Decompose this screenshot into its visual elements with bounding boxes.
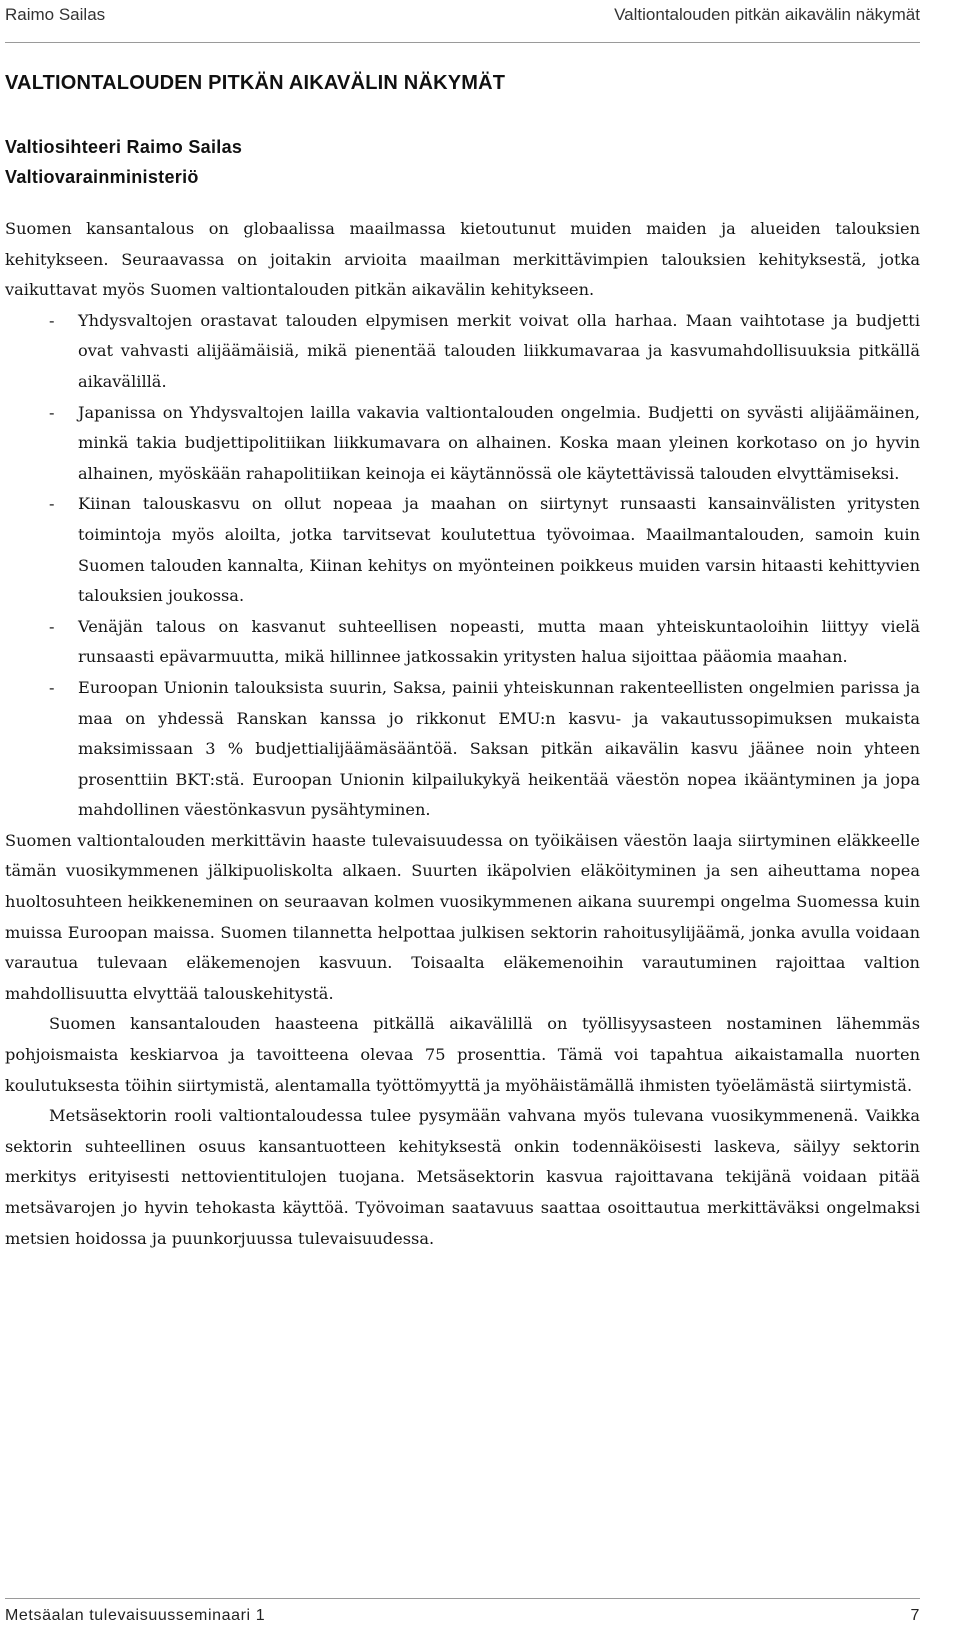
author-organization: Valtiovarainministeriö bbox=[5, 167, 199, 187]
bullet-dash: - bbox=[49, 310, 55, 330]
page-number: 7 bbox=[910, 1607, 920, 1624]
bullet-item-china bbox=[5, 489, 920, 611]
bullet-item-russia bbox=[5, 612, 920, 673]
footer-divider bbox=[5, 1598, 920, 1599]
bullet-text: Yhdysvaltojen orastavat talouden elpymisen merkit voivat olla harhaa. Maan vaihtotase ja budjetti ovat vahvasti alijäämäisiä, mikä pienentää talouden liikkumavaraa ja kasvumahdollisuuksia pitkällä aikavälillä. bbox=[78, 310, 920, 391]
header-author: Raimo Sailas bbox=[5, 5, 106, 24]
header-divider bbox=[5, 42, 920, 43]
bullet-dash: - bbox=[49, 494, 55, 514]
bullet-item-eu bbox=[5, 673, 920, 826]
body-paragraph-forest-sector: Metsäsektorin rooli valtiontaloudessa tulee pysymään vahvana myös tulevana vuosikymmenenä. Vaikka sektorin suhteellinen osuus kansantuotteen kehityksestä onkin todennäköisesti laskeva, säilyy sektorin merkitys erityisesti nettovientitulojen tuojana. Metsäsektorin kasvua rajoittavana tekijänä voidaan pitää metsävarojen jo hyvin tehokasta käyttöä. Työvoiman saatavuus saattaa osoittautua merkittäväksi ongelmaksi metsien hoidossa ja puunkorjuussa tulevaisuudessa. bbox=[5, 1106, 920, 1248]
footer-publication: Metsäalan tulevaisuusseminaari 1 bbox=[5, 1607, 266, 1624]
bullet-item-japan bbox=[5, 398, 920, 490]
body-paragraph-employment: Suomen kansantalouden haasteena pitkällä aikavälillä on työllisyysasteen nostaminen lähemmäs pohjoismaista keskiarvoa ja tavoitteena olevaa 75 prosenttia. Tämä voi tapahtua aikaistamalla nuorten koulutuksesta töihin siirtymistä, alentamalla työttömyyttä ja myöhäistämällä ihmisten työelämästä siirtymistä. bbox=[5, 1014, 920, 1095]
bullet-text: Kiinan talouskasvu on ollut nopeaa ja maahan on siirtynyt runsaasti kansainvälisten yritysten toimintoja myös aloilta, jotka tarvitsevat koulutettua työvoimaa. Maailmantalouden, samoin kuin Suomen talouden kannalta, Kiinan kehitys on myönteinen poikkeus muiden varsin hitaasti kehittyvien talouksien joukossa. bbox=[78, 494, 920, 606]
bullet-dash: - bbox=[49, 402, 55, 422]
intro-paragraph: Suomen kansantalous on globaalissa maailmassa kietoutunut muiden maiden ja alueiden talouksien kehitykseen. Seuraavassa on joitakin arvioita maailman merkittävimpien talouksien kehityksestä, jotka vaikuttavat myös Suomen valtiontalouden pitkän aikavälin kehitykseen. bbox=[5, 219, 920, 300]
bullet-text: Venäjän talous on kasvanut suhteellisen nopeasti, mutta maan yhteiskuntaoloihin liittyy vielä runsaasti epävarmuutta, mikä hillinnee jatkossakin yritysten halua sijoittaa pääomia maahan. bbox=[78, 616, 920, 667]
author-name: Valtiosihteeri Raimo Sailas bbox=[5, 137, 243, 157]
article-body bbox=[5, 214, 920, 1254]
running-header bbox=[5, 2, 920, 28]
page-title: VALTIONTALOUDEN PITKÄN AIKAVÄLIN NÄKYMÄT bbox=[5, 72, 506, 94]
body-paragraph-pensions: Suomen valtiontalouden merkittävin haaste tulevaisuudessa on työikäisen väestön laaja siirtyminen eläkkeelle tämän vuosikymmenen jälkipuoliskolta alkaen. Suurten ikäpolvien eläköityminen ja sen aiheuttama nopea huoltosuhteen heikkeneminen on seuraavan kolmen vuosikymmenen aikana suurempi ongelma Suomessa kuin muissa Euroopan maissa. Suomen tilannetta helpottaa julkisen sektorin rahoitusylijäämä, jonka avulla voidaan varautua tulevaan eläkemenojen kasvuun. Toisaalta eläkemenoihin varautuminen rajoittaa valtion mahdollisuutta elvyttää talouskehitystä. bbox=[5, 830, 920, 1003]
bullet-text: Euroopan Unionin talouksista suurin, Saksa, painii yhteiskunnan rakenteellisten ongelmien parissa ja maa on yhdessä Ranskan kanssa jo rikkonut EMU:n kasvu- ja vakautussopimuksen mukaista maksimissaan 3 % budjettialijäämäsääntöä. Saksan pitkän aikavälin kasvu jäänee noin yhteen prosenttiin BKT:stä. Euroopan Unionin kilpailukykyä heikentää väestön nopea ikääntyminen ja jopa mahdollinen väestönkasvun pysähtyminen. bbox=[78, 677, 920, 820]
bullet-dash: - bbox=[49, 616, 55, 636]
author-block bbox=[5, 132, 242, 192]
economy-bullet-list bbox=[5, 306, 920, 826]
bullet-text: Japanissa on Yhdysvaltojen lailla vakavia valtiontalouden ongelmia. Budjetti on syvästi alijäämäinen, minkä takia budjettipolitiikan liikkumavara on alhainen. Koska maan yleinen korkotaso on jo hyvin alhainen, myöskään rahapolitiikan keinoja ei käytännössä ole käytettävissä talouden elvyttämiseksi. bbox=[78, 402, 920, 483]
running-footer bbox=[5, 1604, 920, 1628]
bullet-item-usa bbox=[5, 306, 920, 398]
bullet-dash: - bbox=[49, 677, 55, 697]
header-article-title: Valtiontalouden pitkän aikavälin näkymät bbox=[614, 5, 920, 24]
